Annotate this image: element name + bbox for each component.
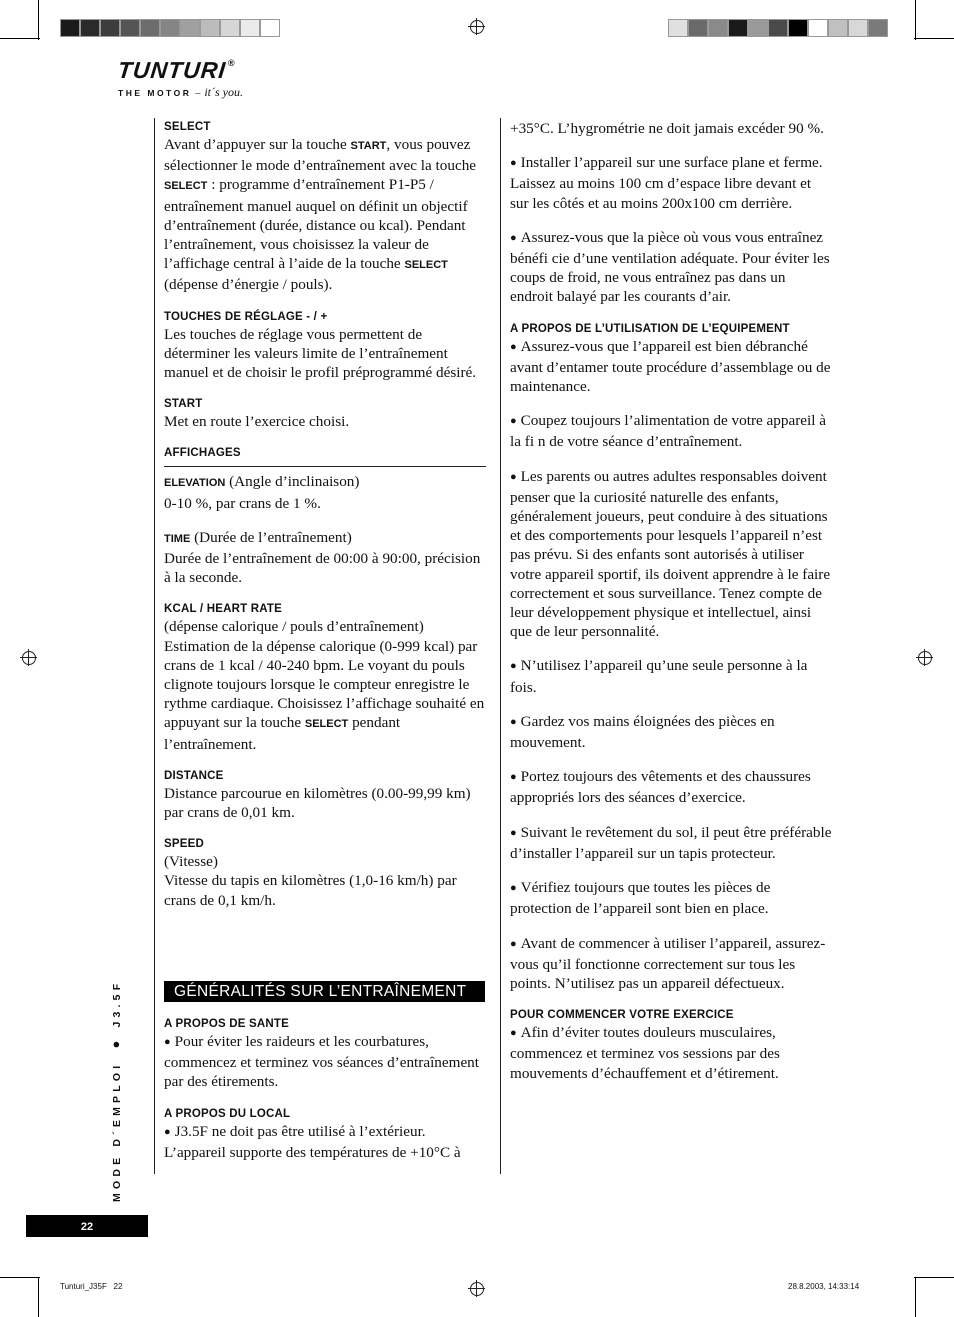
local-paragraph: ● J3.5F ne doit pas être utilisé à l’extérieur. L’appareil supporte des températures de +10°C à [164, 1122, 486, 1162]
touches-paragraph: Les touches de réglage vous permettent de déterminer les valeurs limite de l’entraînement manuel et de choisir le profil préprogrammé désiré. [164, 325, 477, 382]
select-text-2: , vous pouvez sélectionner le mode d’entraînement avec la touche [164, 136, 477, 175]
registration-mark-icon [22, 651, 36, 665]
start-exercise-heading: POUR COMMENCER VOTRE EXERCICE [510, 1009, 734, 1022]
page-number-box [26, 1215, 148, 1237]
side-label [108, 980, 123, 1202]
brand-logo [118, 58, 243, 101]
select-text-4: (dépense d’énergie / pouls). [164, 276, 333, 294]
registration-mark-icon [470, 20, 484, 34]
right-column [510, 119, 832, 1083]
speed-heading: SPEED [164, 838, 204, 851]
bullet-item: ● N’utilisez l’appareil qu’une seule personne à la fois. [510, 656, 832, 696]
crop-mark [914, 38, 954, 39]
left-column [164, 120, 486, 910]
affichages-heading: AFFICHAGES [164, 447, 241, 460]
kcal-heading: KCAL / HEART RATE [164, 603, 282, 616]
side-label-model: J3.5F [111, 979, 123, 1028]
crop-mark [38, 1277, 39, 1317]
elevation-paragraph [164, 472, 486, 512]
time-text: Durée de l’entraînement de 00:00 à 90:00, précision à la seconde. [164, 550, 481, 587]
touches-heading: TOUCHES DE RÉGLAGE - / + [164, 310, 328, 323]
speed-sub: (Vitesse) [164, 853, 218, 871]
logo-tagline-dash: – [195, 88, 201, 99]
registered-mark: ® [227, 58, 235, 68]
bullet-item: ● Assurez-vous que l’appareil est bien débranché avant d’entamer toute procédure d’assemblage ou de maintenance. [510, 337, 832, 397]
crop-mark [914, 1277, 954, 1278]
kcal-paragraph [164, 617, 486, 753]
speed-paragraph [164, 852, 486, 910]
distance-heading: DISTANCE [164, 769, 224, 782]
select-key-label: SELECT [404, 259, 448, 272]
left-column-lower [164, 1017, 486, 1162]
bullet-item: ● Vérifiez toujours que toutes les pièces de protection de l’appareil sont bien en place. [510, 878, 832, 918]
start-paragraph: Met en route l’exercice choisi. [164, 413, 350, 431]
start-heading: START [164, 398, 203, 411]
affichages-rule [164, 466, 486, 467]
side-label-mode: MODE D´EMPLOI [111, 1061, 123, 1202]
select-heading: SELECT [164, 121, 211, 133]
elevation-key: ELEVATION [164, 477, 226, 490]
crop-mark [0, 38, 40, 39]
bullet-item: ● Assurez-vous que la pièce où vous vous entraînez bénéfi cie d’une ventilation adéquate. Pour éviter les coups de froid, ne vous entraînez pas dans un endroit balayé par les courants d’air. [510, 228, 832, 307]
local-heading: A PROPOS DU LOCAL [164, 1107, 291, 1120]
bullet-item: ● Afin d’éviter toutes douleurs musculaires, commencez et terminez vos sessions par des mouvements d’échauffement et d’étirement. [510, 1023, 832, 1083]
side-label-dot-icon: ● [108, 1040, 123, 1049]
select-text-1: Avant d’appuyer sur la touche [164, 136, 347, 153]
bullet-item: ● Gardez vos mains éloignées des pièces en mouvement. [510, 712, 832, 752]
bullet-item: ● Suivant le revêtement du sol, il peut être préférable d’installer l’appareil sur un tapis protecteur. [510, 823, 832, 863]
bullet-item: ● Installer l’appareil sur une surface plane et ferme. Laissez au moins 100 cm d’espace libre devant et sur les côtés et au moins 200x100 cm derrière. [510, 153, 832, 213]
logo-tagline-script: it´s you. [204, 85, 244, 99]
select-paragraph [164, 135, 486, 295]
logo-wordmark: TUNTURI [116, 57, 228, 83]
page-number: 22 [80, 1221, 94, 1233]
sante-heading: A PROPOS DE SANTE [164, 1018, 290, 1030]
select-text-3: : programme d’entraînement P1-P5 / entraînement manuel auquel on définit un objectif d’entraînement (durée, distance ou kcal). Pendant l’entraînement, vous choisissez la valeur de l’affichage central à l’aide de la touche [164, 176, 468, 273]
distance-paragraph: Distance parcourue en kilomètres (0.00-99,99 km) par crans de 0,01 km. [164, 784, 471, 822]
bullet-item: ● Portez toujours des vêtements et des chaussures appropriés lors des séances d’exercice. [510, 767, 832, 807]
column-rule-right [500, 118, 501, 1174]
kcal-text-end: pendant l’entraînement. [164, 714, 401, 753]
crop-mark [915, 1277, 916, 1317]
start-key-label: START [350, 140, 387, 152]
temperature-continuation: +35°C. L’hygrométrie ne doit jamais excéder 90 %. [510, 120, 824, 137]
footer-file-slug: Tunturi_J35F 22 [60, 1282, 123, 1291]
registration-mark-icon [470, 1282, 484, 1296]
logo-tagline: THE MOTOR [118, 88, 192, 98]
column-rule-left [154, 118, 155, 1174]
bullet-item: ● Les parents ou autres adultes responsables doivent penser que la curiosité naturelle des enfants, généralement joueurs, peut conduire à des situations et des comportements pour lesquels l’appareil n’est pas prévu. Si des enfants sont autorisés à utiliser votre appareil sportif, ils doivent apprendre à le faire correctement et sous surveillance. Tenez compte de leur développement physique et intellectuel, ainsi que de leur personnalité. [510, 467, 832, 642]
bullet-item: ● Avant de commencer à utiliser l’appareil, assurez-vous qu’il fonctionne correctement sur tous les points. N’utilisez pas un appareil défectueux. [510, 934, 832, 994]
kcal-text: (dépense calorique / pouls d’entraînement) Estimation de la dépense calorique (0-999 kcal) par crans de 1 kcal / 40-240 bpm. Le voyant du pouls clignote toujours lorsque le compteur enregistre le rythme cardiaque. Choisissez l’affichage souhaité en appuyant sur la touche [164, 618, 485, 732]
time-key: TIME [164, 532, 191, 545]
elevation-text: 0-10 %, par crans de 1 %. [164, 494, 321, 512]
crop-mark [0, 1277, 40, 1278]
time-paragraph [164, 528, 486, 588]
color-bar-left [60, 19, 280, 37]
equipment-heading: A PROPOS DE L’UTILISATION DE L’EQUIPEMENT [510, 322, 790, 335]
section-title-band: GÉNÉRALITÉS SUR L’ENTRAÎNEMENT [164, 981, 485, 1002]
color-bar-right [668, 19, 888, 37]
sante-paragraph: ● Pour éviter les raideurs et les courbatures, commencez et terminez vos séances d’entraînement par des étirements. [164, 1032, 486, 1092]
select-key-label: SELECT [304, 718, 349, 731]
crop-mark [915, 0, 916, 40]
crop-mark [38, 0, 39, 40]
footer-timestamp: 28.8.2003, 14:33:14 [788, 1282, 860, 1291]
speed-text: Vitesse du tapis en kilomètres (1,0-16 km/h) par crans de 0,1 km/h. [164, 872, 457, 909]
select-key-label: SELECT [164, 180, 208, 193]
elevation-sub: (Angle d’inclinaison) [229, 473, 360, 491]
registration-mark-icon [918, 651, 932, 665]
time-sub: (Durée de l’entraînement) [194, 528, 352, 546]
bullet-item: ● Coupez toujours l’alimentation de votre appareil à la fi n de votre séance d’entraînement. [510, 411, 832, 451]
